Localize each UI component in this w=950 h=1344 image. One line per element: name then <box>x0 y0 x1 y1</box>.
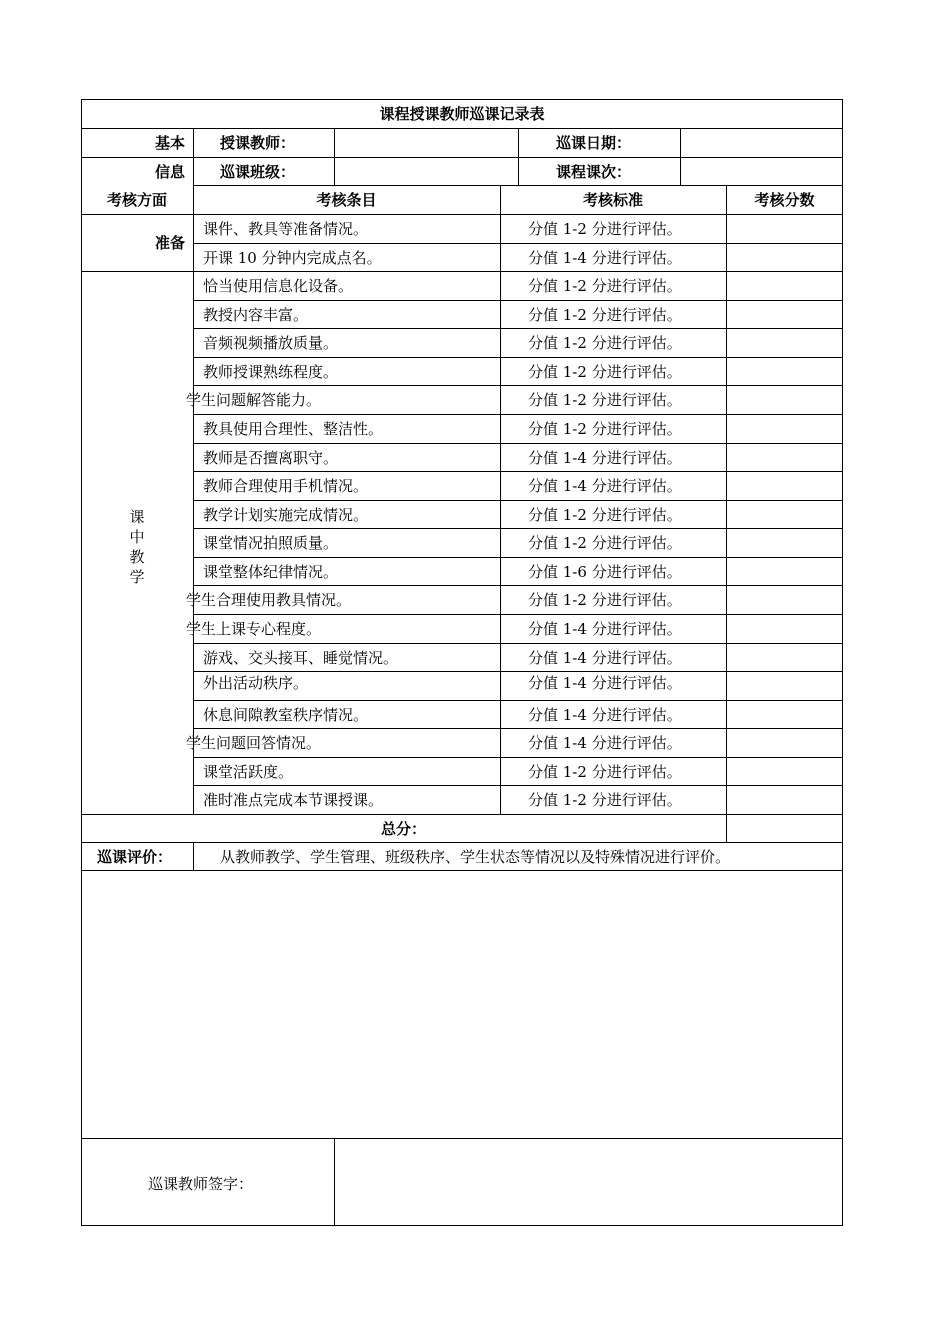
prep-item-2: 开课 10 分钟内完成点名。 <box>203 249 382 267</box>
teaching-item-18: 课堂活跃度。 <box>203 763 294 781</box>
total-score-label: 总分： <box>380 820 426 838</box>
evaluation-label: 巡课评价： <box>97 848 173 866</box>
session-label: 课程课次： <box>556 163 632 181</box>
prep-standard-1: 分值 1-2 分进行评估。 <box>528 220 682 238</box>
teaching-standard-18: 分值 1-2 分进行评估。 <box>528 763 682 781</box>
teaching-item-11: 课堂整体纪律情况。 <box>203 563 339 581</box>
teaching-item-19: 准时准点完成本节课授课。 <box>203 791 384 809</box>
teaching-item-12: 学生合理使用教具情况。 <box>186 591 352 609</box>
teaching-item-6: 教具使用合理性、整洁性。 <box>203 420 384 438</box>
teaching-standard-12: 分值 1-2 分进行评估。 <box>528 591 682 609</box>
teaching-item-14: 游戏、交头接耳、睡觉情况。 <box>203 649 399 667</box>
header-item: 考核条目 <box>316 191 377 209</box>
basic-info-label-top: 基本 <box>154 134 185 152</box>
teaching-item-8: 教师合理使用手机情况。 <box>203 477 369 495</box>
teaching-item-7: 教师是否擅离职守。 <box>203 449 339 467</box>
teaching-standard-6: 分值 1-2 分进行评估。 <box>528 420 682 438</box>
teaching-standard-10: 分值 1-2 分进行评估。 <box>528 534 682 552</box>
teaching-standard-14: 分值 1-4 分进行评估。 <box>528 649 682 667</box>
class-label: 巡课班级： <box>220 163 296 181</box>
date-label: 巡课日期： <box>556 134 632 152</box>
teacher-label: 授课教师： <box>220 134 296 152</box>
teaching-item-10: 课堂情况拍照质量。 <box>203 534 339 552</box>
teaching-item-4: 教师授课熟练程度。 <box>203 363 339 381</box>
prep-item-1: 课件、教具等准备情况。 <box>203 220 369 238</box>
header-standard: 考核标准 <box>582 191 643 209</box>
form-title: 课程授课教师巡课记录表 <box>379 105 545 123</box>
teaching-item-2: 教授内容丰富。 <box>203 306 309 324</box>
teaching-standard-16: 分值 1-4 分进行评估。 <box>528 706 682 724</box>
teaching-item-15: 外出活动秩序。 <box>203 674 309 692</box>
header-score: 考核分数 <box>754 191 815 209</box>
signature-label: 巡课教师签字： <box>148 1175 254 1193</box>
teaching-item-16: 休息间隙教室秩序情况。 <box>203 706 369 724</box>
teaching-standard-7: 分值 1-4 分进行评估。 <box>528 449 682 467</box>
signature-field[interactable] <box>335 1139 842 1225</box>
teaching-item-17: 学生问题回答情况。 <box>186 734 322 752</box>
teaching-standard-9: 分值 1-2 分进行评估。 <box>528 506 682 524</box>
header-aspect: 考核方面 <box>106 191 167 209</box>
teaching-item-1: 恰当使用信息化设备。 <box>203 277 354 295</box>
prep-standard-2: 分值 1-4 分进行评估。 <box>528 249 682 267</box>
teaching-section-label: 课中教学 <box>129 508 145 586</box>
teaching-standard-17: 分值 1-4 分进行评估。 <box>528 734 682 752</box>
teaching-standard-15: 分值 1-4 分进行评估。 <box>528 674 682 692</box>
teaching-standard-2: 分值 1-2 分进行评估。 <box>528 306 682 324</box>
teaching-item-13: 学生上课专心程度。 <box>186 620 322 638</box>
basic-info-label-bottom: 信息 <box>154 163 185 181</box>
teaching-standard-3: 分值 1-2 分进行评估。 <box>528 334 682 352</box>
teaching-standard-19: 分值 1-2 分进行评估。 <box>528 791 682 809</box>
teaching-item-5: 学生问题解答能力。 <box>186 391 322 409</box>
teaching-standard-13: 分值 1-4 分进行评估。 <box>528 620 682 638</box>
evaluation-comment-area[interactable] <box>82 871 842 1137</box>
teaching-item-9: 教学计划实施完成情况。 <box>203 506 369 524</box>
teaching-item-3: 音频视频播放质量。 <box>203 334 339 352</box>
teaching-standard-5: 分值 1-2 分进行评估。 <box>528 391 682 409</box>
teaching-standard-11: 分值 1-6 分进行评估。 <box>528 563 682 581</box>
evaluation-guidance: 从教师教学、学生管理、班级秩序、学生状态等情况以及特殊情况进行评价。 <box>220 848 731 866</box>
teaching-standard-8: 分值 1-4 分进行评估。 <box>528 477 682 495</box>
prep-label: 准备 <box>154 234 185 252</box>
teaching-standard-4: 分值 1-2 分进行评估。 <box>528 363 682 381</box>
teaching-standard-1: 分值 1-2 分进行评估。 <box>528 277 682 295</box>
